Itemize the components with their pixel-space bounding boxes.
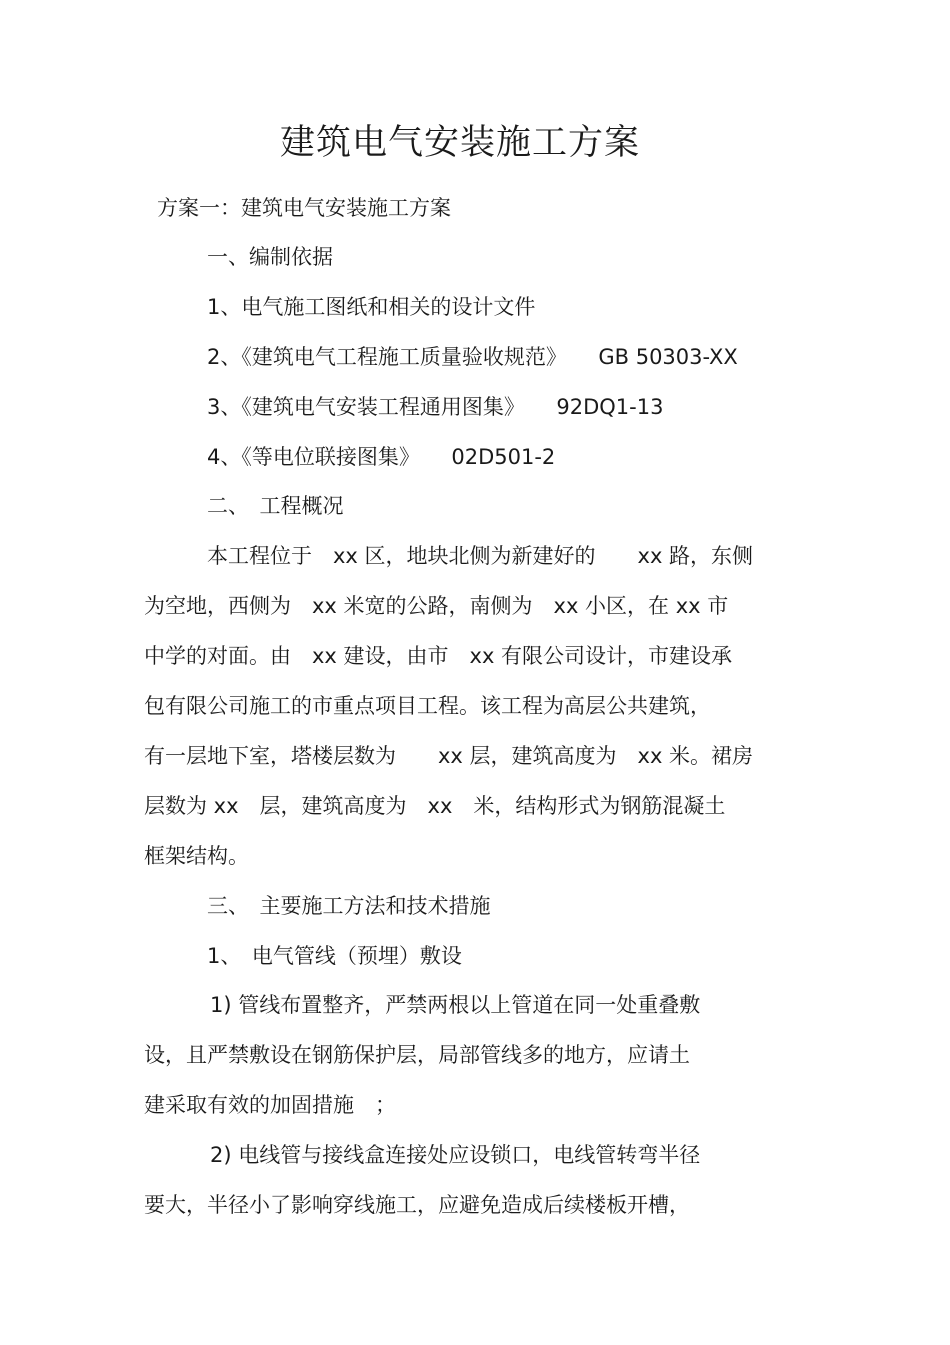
overview-paragraph-line: 本工程位于 xx 区，地块北侧为新建好的 xx 路，东侧 [207,544,754,568]
methods-paragraph-line: 2) 电线管与接线盒连接处应设锁口，电线管转弯半径 [210,1143,701,1167]
overview-paragraph-line: 层数为 xx 层，建筑高度为 xx 米，结构形式为钢筋混凝土 [144,794,726,818]
document-title: 建筑电气安装施工方案 [279,123,640,163]
overview-paragraph-line: 包有限公司施工的市重点项目工程。该工程为高层公共建筑， [144,694,711,718]
overview-paragraph-line: 框架结构。 [144,844,249,868]
overview-paragraph-line: 为空地，西侧为 xx 米宽的公路，南侧为 xx 小区，在 xx 市 [144,594,729,618]
methods-paragraph-line: 要大，半径小了影响穿线施工，应避免造成后续楼板开槽， [144,1193,690,1217]
basis-item-3: 3、《建筑电气安装工程通用图集》 92DQ1-13 [207,395,664,419]
overview-paragraph-line: 中学的对面。由 xx 建设，由市 xx 有限公司设计，市建设承 [144,644,733,668]
section-heading-overview: 二、 工程概况 [207,494,344,518]
methods-paragraph-line: 设，且严禁敷设在钢筋保护层，局部管线多的地方，应请土 [144,1043,690,1067]
methods-subheading-1: 1、 电气管线（预埋）敷设 [207,944,462,968]
plan-subtitle: 方案一：建筑电气安装施工方案 [157,196,451,220]
methods-paragraph-line: 1) 管线布置整齐，严禁两根以上管道在同一处重叠敷 [210,993,701,1017]
methods-paragraph-line: 建采取有效的加固措施 ； [144,1093,396,1117]
basis-item-4: 4、《等电位联接图集》 02D501-2 [207,445,556,469]
section-heading-methods: 三、 主要施工方法和技术措施 [207,894,491,918]
overview-paragraph-line: 有一层地下室，塔楼层数为 xx 层，建筑高度为 xx 米。裙房 [144,744,754,768]
section-heading-basis: 一、编制依据 [207,245,333,269]
basis-item-1: 1、电气施工图纸和相关的设计文件 [207,295,536,319]
basis-item-2: 2、《建筑电气工程施工质量验收规范》 GB 50303-XX [207,345,738,369]
